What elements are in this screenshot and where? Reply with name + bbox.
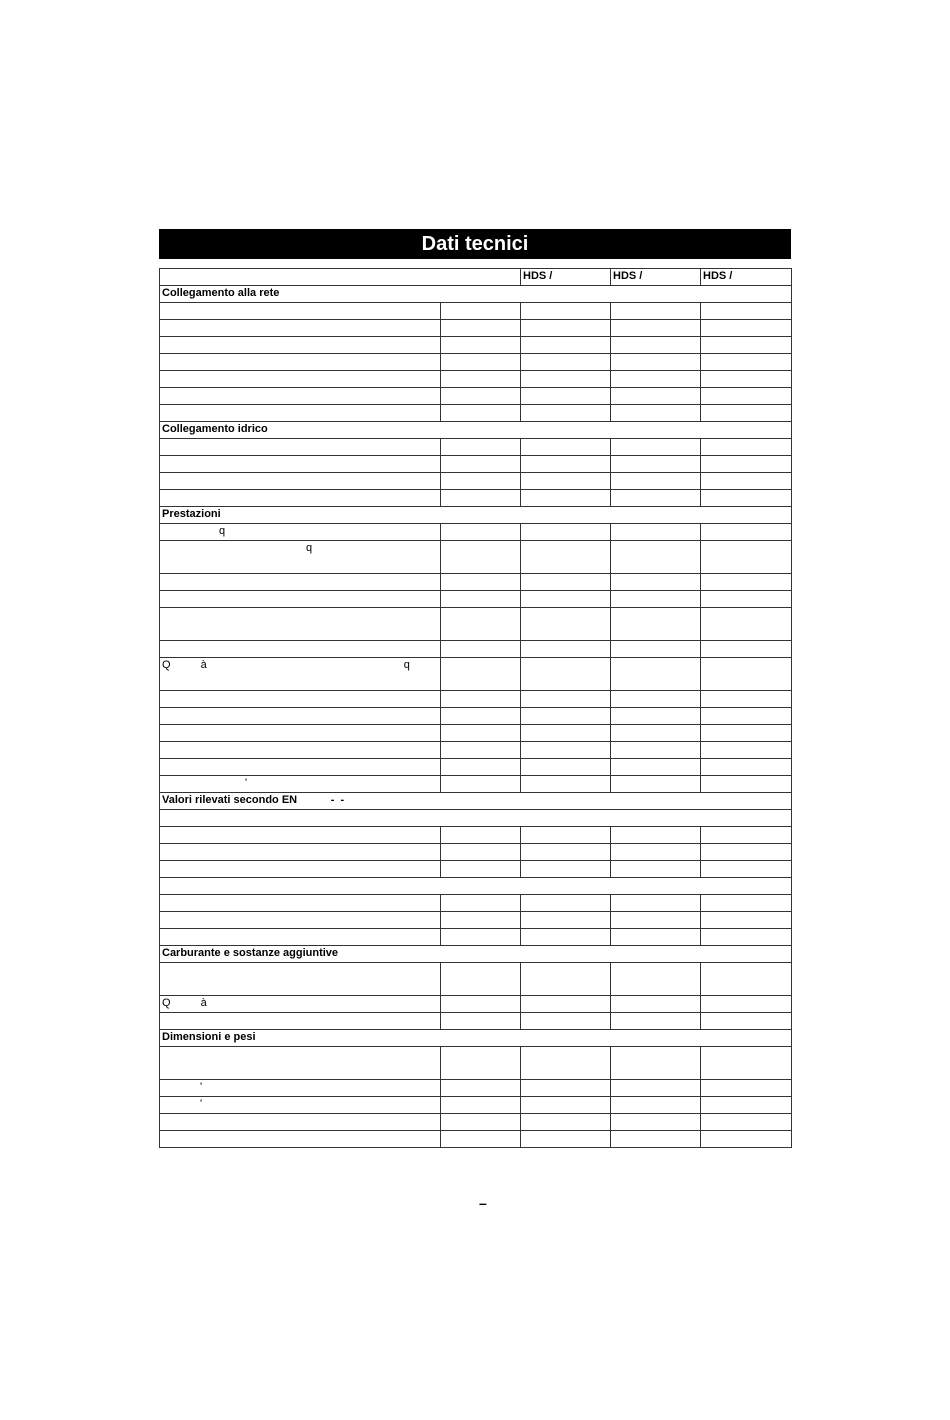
subsection-row xyxy=(160,810,792,827)
section-heading: Carburante e sostanze aggiuntive xyxy=(160,946,792,963)
row-label-fragment: à xyxy=(200,997,207,1009)
table-row xyxy=(160,405,792,422)
table-row xyxy=(160,1047,792,1080)
section-heading: Collegamento idrico xyxy=(160,422,792,439)
table-row xyxy=(160,912,792,929)
row-label-fragment: ' xyxy=(200,1081,203,1093)
section-row xyxy=(160,507,792,524)
table-row xyxy=(160,591,792,608)
row-label-fragment: q xyxy=(403,659,410,671)
subsection-row xyxy=(160,878,792,895)
table-row xyxy=(160,439,792,456)
row-label-fragment: q xyxy=(306,542,313,554)
table-row xyxy=(160,1114,792,1131)
table-row xyxy=(160,776,792,793)
table-row xyxy=(160,996,792,1013)
section-heading: Prestazioni xyxy=(160,507,792,524)
table-row xyxy=(160,691,792,708)
table-row xyxy=(160,354,792,371)
table-row xyxy=(160,320,792,337)
table-row xyxy=(160,388,792,405)
table-row xyxy=(160,1131,792,1148)
section-row xyxy=(160,946,792,963)
section-heading: Dimensioni e pesi xyxy=(160,1030,792,1047)
row-label-fragment: à xyxy=(200,659,207,671)
table-row xyxy=(160,827,792,844)
table-row xyxy=(160,541,792,574)
table-row xyxy=(160,658,792,691)
table-header-row xyxy=(160,269,792,286)
header-empty-cell xyxy=(160,269,521,286)
model-header-1: HDS / xyxy=(521,269,611,286)
row-label-fragment: ' xyxy=(200,1098,203,1110)
table-row xyxy=(160,1013,792,1030)
table-row xyxy=(160,725,792,742)
section-heading: Collegamento alla rete xyxy=(160,286,792,303)
table-row xyxy=(160,844,792,861)
table-row xyxy=(160,303,792,320)
model-header-2: HDS / xyxy=(611,269,701,286)
section-row xyxy=(160,286,792,303)
table-row xyxy=(160,861,792,878)
section-row xyxy=(160,793,792,810)
row-label-fragment: q xyxy=(219,525,226,537)
section-row xyxy=(160,422,792,439)
table-row xyxy=(160,608,792,641)
model-header-3: HDS / xyxy=(701,269,792,286)
table-row xyxy=(160,929,792,946)
section-row xyxy=(160,1030,792,1047)
table-row xyxy=(160,641,792,658)
page-number: – xyxy=(479,1195,487,1211)
row-label-fragment: Q xyxy=(162,659,171,671)
technical-data-table xyxy=(159,268,792,1148)
table-row xyxy=(160,963,792,996)
table-row xyxy=(160,456,792,473)
table-row xyxy=(160,742,792,759)
section-heading: Valori rilevati secondo EN - - xyxy=(160,793,792,810)
row-label-fragment: ' xyxy=(245,777,248,789)
table-row xyxy=(160,337,792,354)
table-row xyxy=(160,371,792,388)
table-row xyxy=(160,759,792,776)
table-row xyxy=(160,490,792,507)
table-row xyxy=(160,708,792,725)
page-title: Dati tecnici xyxy=(159,229,791,259)
table-row xyxy=(160,1080,792,1097)
table-row xyxy=(160,574,792,591)
row-label-fragment: Q xyxy=(162,997,171,1009)
table-row xyxy=(160,473,792,490)
table-row xyxy=(160,524,792,541)
table-row xyxy=(160,895,792,912)
table-row xyxy=(160,1097,792,1114)
